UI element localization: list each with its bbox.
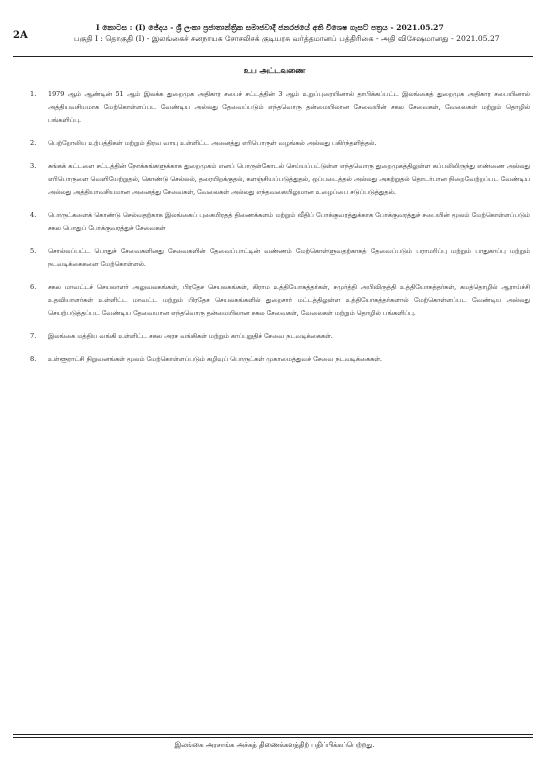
- header-sinhala-line: I කොටස : (I) ඡේදය - ශ්‍රී ලංකා ප්‍රජාතාන්ත්‍රික සමාජවාදී ජනරජයේ අති විශෙෂ ගැසට් පත්‍රය - 2021.05.27: [96, 23, 444, 32]
- schedule-item: [30, 160, 530, 199]
- schedule-item: [30, 281, 530, 320]
- page-number: 2A: [13, 30, 28, 41]
- schedule-item-text: பொருட்களைக் கொண்டு செல்வதற்காக இலங்கைப் புகையிரதத் திணைக்களம் மற்றும் வீதிப் போக்குவரத்துக்காக போக்குவரத்துச் சபையின் மூலம் மேற்கொள்ளப்படும் சகல பொதுப் போக்குவரத்துச் சேவைகள்: [48, 211, 530, 232]
- header-rule: [13, 56, 533, 57]
- footer-imprint: இலங்கை அரசாங்க அச்சுத் திணைக்களத்திற் பதிப்பிக்கப்பெற்றது.: [174, 741, 375, 749]
- schedule-item-text: சகல மாவட்டச் செயலாளர் அலுவலகங்கள், பிரதேச செயலகங்கள், கிராம உத்தியோகத்தர்கள், சமுர்த்தி அபிவிருத்தி உத்தியோகத்தர்கள், கமத்தொழில் ஆராய்ச்சி உதவியாளர்கள் உள்ளிட்ட மாவட்ட மற்றும் பிரதேச செயலகங்களில் துறைசார் மட்டத்திலுள்ள உத்தியோகத்தர்களால் மேற்கொள்ளப்பட வேண்டிய அல்லது செயற்படுத்தப்பட வேண்டிய தேவையான எந்தவொரு தன்மையிலான சகல சேவைகள், வேலைகள் மற்றும் தொழில் பங்களிப்பு.: [48, 283, 530, 317]
- schedule-item: [30, 353, 530, 366]
- footer-rule-top: [13, 734, 533, 735]
- footer-rule-bottom: [13, 737, 533, 738]
- schedule-item-number: 7.: [30, 332, 37, 340]
- gazette-header: [66, 22, 526, 44]
- schedule-list: [30, 88, 530, 376]
- schedule-item-text: சுங்கக் கட்டளை சட்டத்தின் நோக்கங்களுக்காக துறைமுகம் எனப் பொருள்கோடல் செய்யப்பட்டுள்ள எந்தவொரு துறைமுகத்திலுள்ள கப்பலிலிருந்து எண்ணை அல்லது எரிபொருளை வெளியேற்றுதல், கொண்டு செல்லல், தரையிறக்குதல், களஞ்சியப்படுத்துதல், ஒப்படைத்தல் அல்லது அகற்றுதல் தொடர்பான நிறைவேற்றப்பட வேண்டிய அல்லது அத்தியாவசியமான அனைத்து சேவைகள், வேலைகள் அல்லது எந்தவகையிலுமான உழைப்பை சடுப்படுத்துதல்.: [48, 162, 530, 196]
- schedule-item-number: 8.: [30, 355, 37, 363]
- schedule-item-text: பெற்றோலிய உற்பத்திகள் மற்றும் திரவ வாயு உள்ளிட்ட அனைத்து எரிபொருள் வழங்கல் அல்லது பகிர்ந்தளித்தல்.: [48, 139, 377, 147]
- schedule-item: [30, 209, 530, 235]
- schedule-item-text: இலங்கை மத்திய வங்கி உள்ளிட்ட சகல அரச வங்கிகள் மற்றும் காப்புறுதிச் சேவை நடவடிக்கைகள்.: [48, 332, 333, 340]
- schedule-item-text: உள்ளூராட்சி நிறுவனங்கள் மூலம் மேற்கொள்ளப்படும் கழிவுப் பொருட்கள் முகாமைத்துவச் சேவை நடவடிக்கைகள்.: [48, 355, 383, 363]
- schedule-item: [30, 88, 530, 127]
- section-title: உப அட்டவணை: [243, 66, 306, 75]
- schedule-item-number: 5.: [30, 247, 37, 255]
- schedule-item-number: 3.: [30, 162, 37, 170]
- schedule-item: [30, 137, 530, 150]
- schedule-item-number: 2.: [30, 139, 37, 147]
- schedule-item: [30, 245, 530, 271]
- schedule-item: [30, 330, 530, 343]
- schedule-item-number: 1.: [30, 90, 37, 98]
- schedule-item-number: 4.: [30, 211, 37, 219]
- schedule-item-number: 6.: [30, 283, 37, 291]
- header-tamil-line: பகுதி I : தொகுதி (I) - இலங்கைச் சனநாயக சோசலிசக் குடியரசு வர்த்தமானப் பத்திரிகை - அதி விசேஷமானது - 2021.05.27: [74, 34, 500, 43]
- schedule-item-text: 1979 ஆம் ஆண்டின் 51 ஆம் இலக்க துறைமுக அதிகார சபைச் சட்டத்தின் 3 ஆம் உறுப்புரையினால் தாபிக்கப்பட்ட இலங்கைத் துறைமுக அதிகார சபையினால் அத்தியவசியமாக மேற்கொள்ளப்பட வேண்டிய அல்லது தேவைப்படும் எந்தவொரு தன்மையிலான சேவையின் சகல சேவைகள், வேலைகள் மற்றும் தொழில் பங்களிப்பு.: [48, 90, 530, 124]
- schedule-item-text: சொல்லப்பட்ட பொதுச் சேவைகளினது சேவைகளின் தேவைப்பாட்டின் வண்ணம் மேற்கொள்ளுவதற்காகத் தேவைப்படும் பராமரிப்பு மற்றும் பாதுகாப்பு மற்றும் நடவடிக்கைகளை மேற்கொள்ளல்.: [48, 247, 530, 268]
